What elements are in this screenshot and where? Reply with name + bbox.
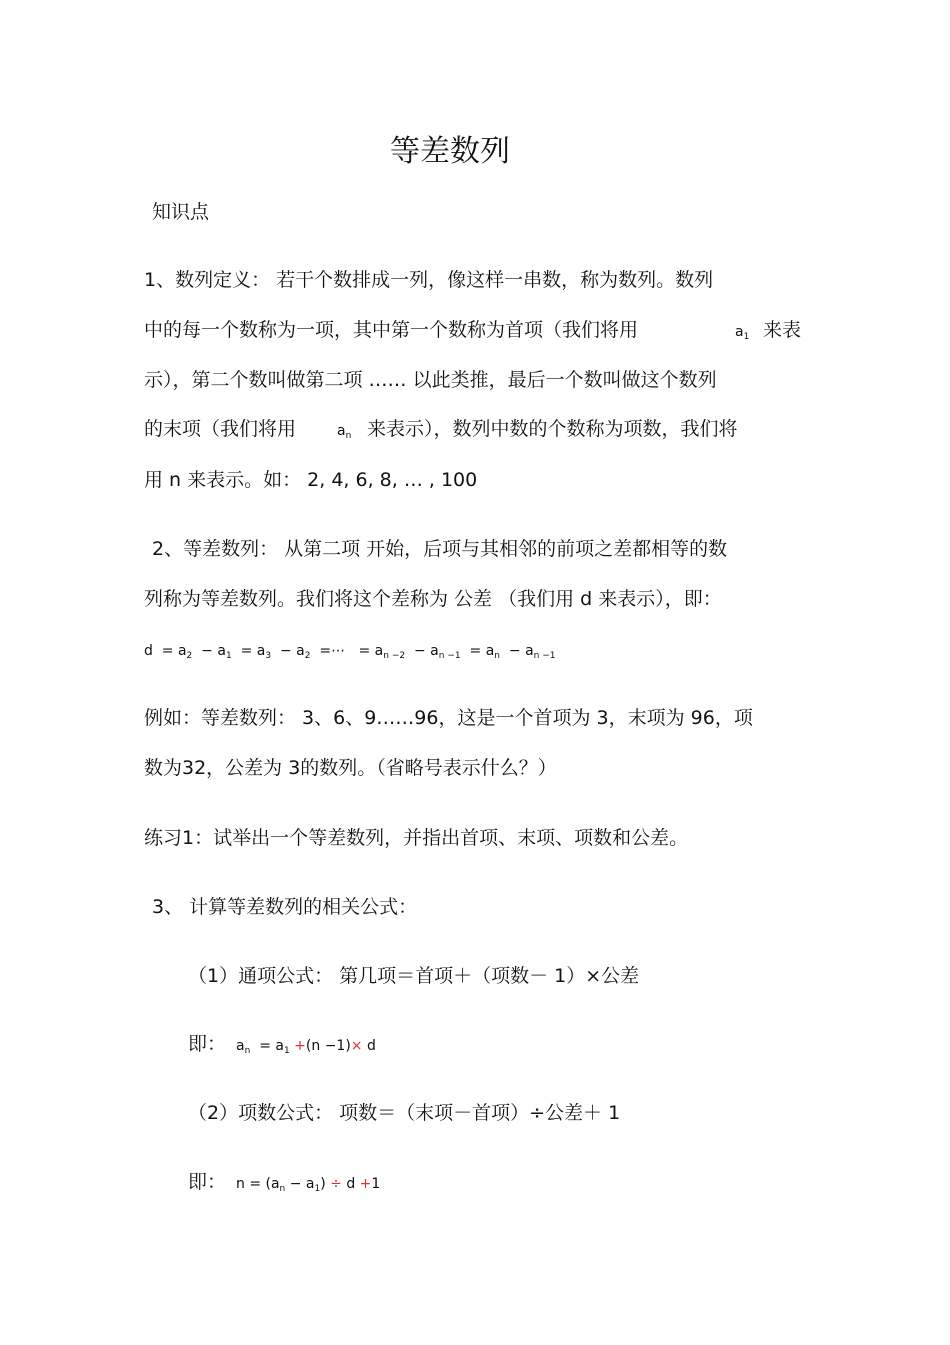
definition-2-line-1: 2、等差数列： 从第二项 开始，后项与其相邻的前项之差都相等的数: [152, 538, 728, 560]
definition-1-line-2-text: 中的每一个数称为一项，其中第一个数称为首项（我们将用: [144, 319, 639, 341]
definition-2-line-2: 列称为等差数列。我们将这个差称为 公差 （我们用 d 来表示），即：: [144, 588, 722, 610]
definition-1-line-3: 示），第二个数叫做第二项 …… 以此类推，最后一个数叫做这个数列: [144, 369, 717, 391]
an-symbol: $a_n$: [337, 423, 352, 441]
definition-1-line-4-b: 来表示），数列中数的个数称为项数，我们将: [367, 418, 738, 440]
definition-1-line-5: 用 n 来表示。如： 2, 4, 6, 8, … , 100: [144, 469, 478, 491]
definition-1-line-4-a: 的末项（我们将用: [144, 418, 297, 440]
section-3-heading: 3、 计算等差数列的相关公式：: [152, 896, 418, 918]
page-title: 等差数列: [390, 134, 510, 169]
exercise-1: 练习1：试举出一个等差数列，并指出首项、末项、项数和公差。: [144, 827, 689, 849]
definition-1-line-2: [144, 317, 638, 343]
formula-1-expression: $a_n = a_1 +(n -1)\times d$: [236, 1038, 376, 1056]
example-line-1: 例如：等差数列： 3、6、9……96，这是一个首项为 3，末项为 96，项: [144, 707, 753, 729]
definition-1-line-1: 1、数列定义： 若干个数排成一列，像这样一串数，称为数列。数列: [144, 269, 714, 291]
formula-2-prefix: 即：: [188, 1171, 227, 1193]
definition-1-line-2-tail: 来表: [763, 319, 802, 341]
formula-2-expression: $n = (a_n - a_1) \div d +1$: [236, 1176, 381, 1194]
formula-2-label: （2）项数公式： 项数＝（末项－首项）÷公差＋ 1: [188, 1102, 621, 1124]
section-heading: 知识点: [152, 201, 210, 223]
a1-symbol: $a_1$: [735, 324, 750, 342]
common-difference-formula: $d = a_2 - a_1 = a_3 - a_2$ =⋯ = $a_{n -2} - a_{n -1} = a_n - a_{n -1}$: [144, 643, 556, 661]
formula-1-label: （1）通项公式： 第几项＝首项＋（项数－ 1）×公差: [188, 965, 640, 987]
example-line-2: 数为32，公差为 3的数列。（省略号表示什么？）: [144, 757, 557, 779]
formula-1-prefix: 即：: [188, 1033, 227, 1055]
